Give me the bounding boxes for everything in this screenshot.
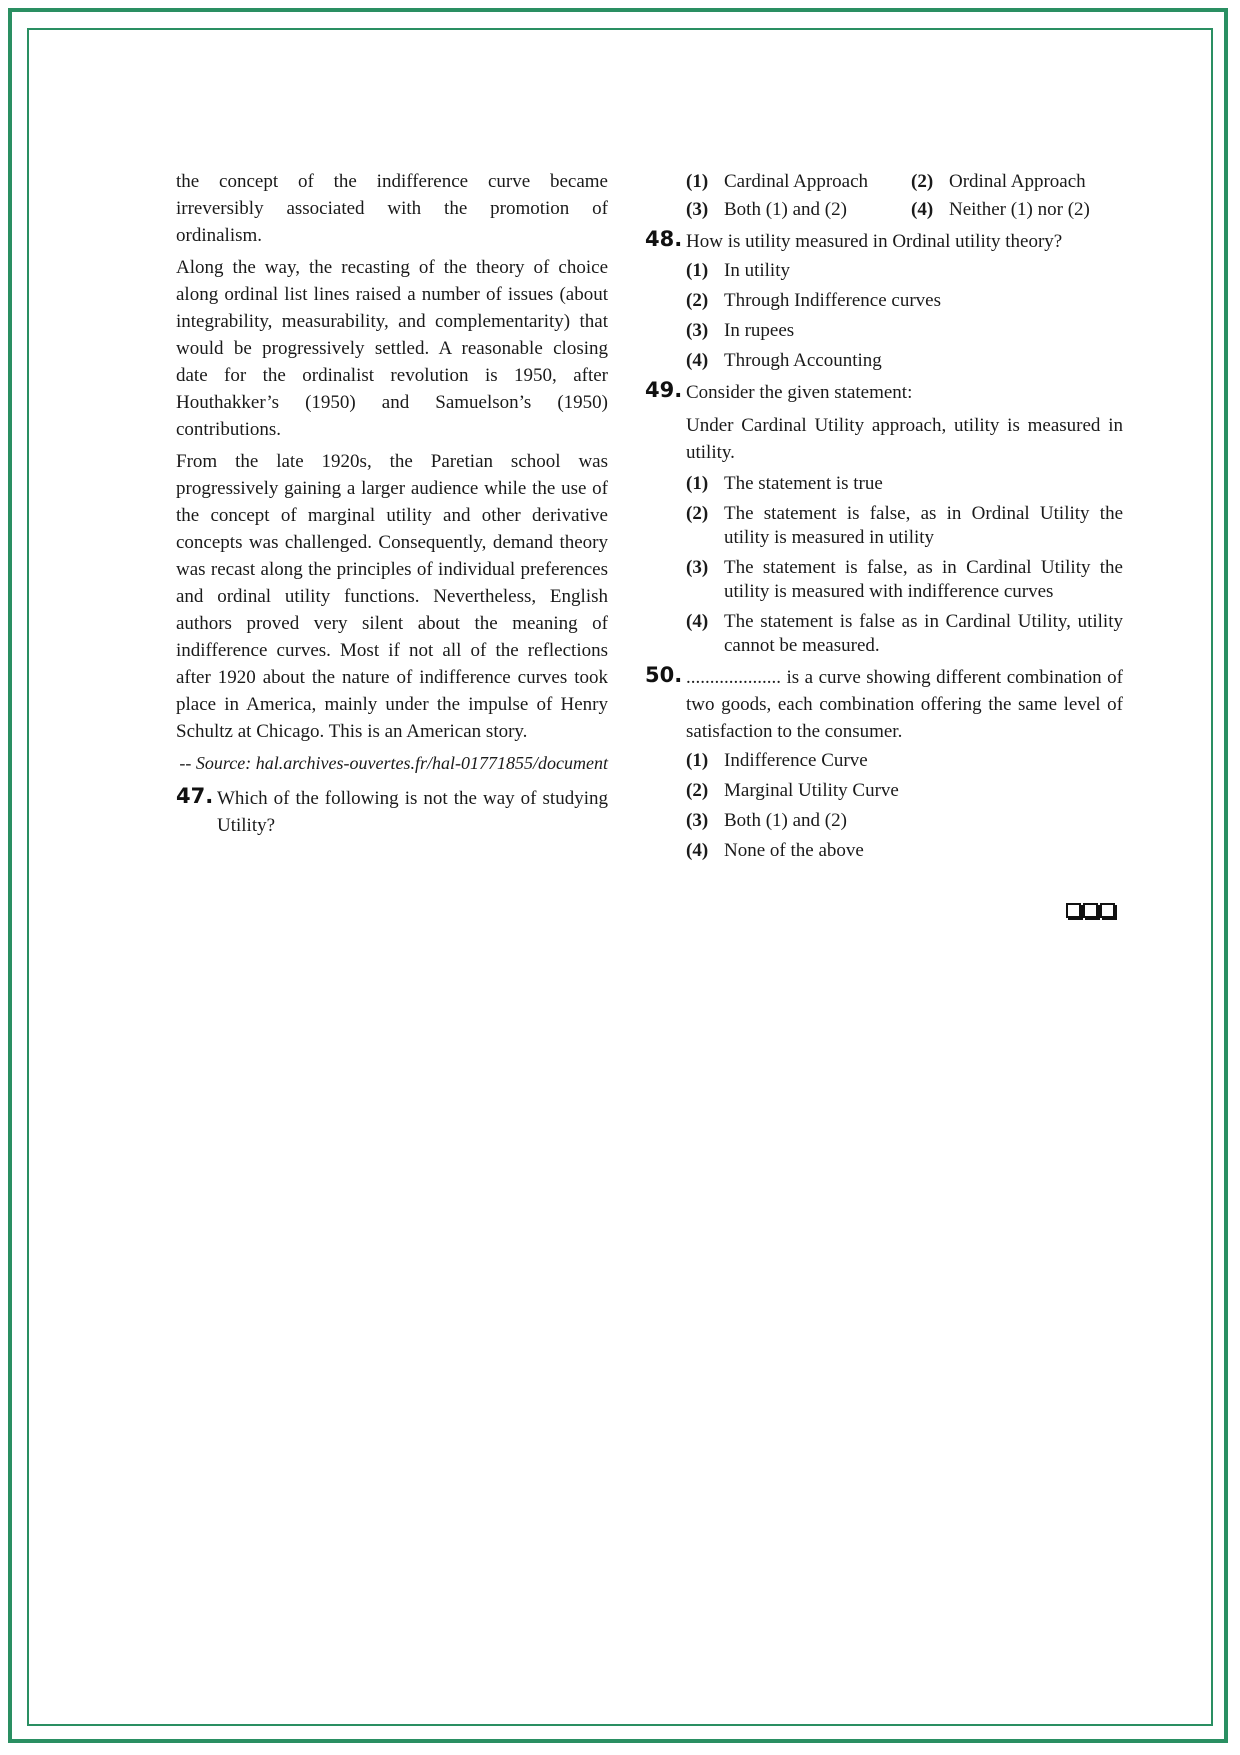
option-number: (3) [686,810,709,831]
option-number: (4) [686,350,709,371]
question-50 [645,664,1123,745]
option-number: (4) [911,199,934,220]
three-squares-icon [1066,903,1115,918]
question-number: 48. [645,227,683,251]
question-blank: .................... [686,667,781,688]
option-text: Neither (1) nor (2) [949,199,1090,220]
question-text: Consider the given statement: [686,382,913,403]
question-number: 49. [645,378,683,402]
option[interactable] [686,168,911,196]
option-text: None of the above [724,840,864,861]
option-text: Both (1) and (2) [724,199,847,220]
option-text: Marginal Utility Curve [724,780,899,801]
question-49 [645,379,1123,406]
question-text: is a curve showing different combination of two goods, each combination offering the same level of satisfaction to the consumer. [686,667,1123,742]
option[interactable] [911,168,1123,196]
option-text: The statement is false as in Cardinal Utility, utility cannot be measured. [724,611,1123,656]
option-text: Cardinal Approach [724,171,869,192]
option-number: (2) [686,290,709,311]
passage-paragraph-3: From the late 1920s, the Paretian school was progressively gaining a larger audience while the use of the concept of marginal utility and other derivative concepts was challenged. Consequently, demand theory was recast along the principles of individual preferences and ordinal utility functions. Nevertheless, English authors proved very silent about the meaning of indifference curves. Most if not all of the reflections after 1920 about the nature of indifference curves took place in America, mainly under the impulse of Henry Schultz at Chicago. This is an American story. [176,451,608,742]
option-number: (4) [686,611,709,632]
option[interactable] [686,747,1123,775]
option[interactable] [686,287,1123,315]
square-icon [1066,903,1081,918]
option[interactable] [686,500,1123,552]
option-number: (3) [686,199,709,220]
question-48 [645,228,1123,255]
question-47 [176,785,608,839]
option-number: (1) [686,260,709,281]
option-number: (1) [686,473,709,494]
option[interactable] [686,837,1123,865]
passage-paragraph-2: Along the way, the recasting of the theory of choice along ordinal list lines raised a number of issues (about integrability, measurability, and complementarity) that would be progressively settled. A reasonable closing date for the ordinalist revolution is 1950, after Houthakker’s (1950) and Samuelson’s (1950) contributions. [176,257,608,440]
question-number: 50. [645,663,683,687]
option-number: (2) [911,171,934,192]
option-text: The statement is false, as in Cardinal Utility the utility is measured with indifference curves [724,557,1123,602]
question-48-options [645,257,1123,375]
left-column [176,168,608,839]
option[interactable] [686,317,1123,345]
option[interactable] [686,347,1123,375]
question-text: How is utility measured in Ordinal utility theory? [686,231,1063,252]
option[interactable] [686,608,1123,660]
option[interactable] [686,777,1123,805]
option-number: (1) [686,171,709,192]
option-text: The statement is true [724,473,883,494]
option-number: (4) [686,840,709,861]
option[interactable] [686,470,1123,498]
option-number: (3) [686,557,709,578]
question-50-options [645,747,1123,865]
option-number: (2) [686,780,709,801]
passage-paragraph-1: the concept of the indifference curve became irreversibly associated with the promotion of ordinalism. [176,171,608,246]
option[interactable] [686,257,1123,285]
option-text: Indifference Curve [724,750,868,771]
option-text: The statement is false, as in Ordinal Utility the utility is measured in utility [724,503,1123,548]
option[interactable] [911,196,1123,224]
question-text: Which of the following is not the way of studying Utility? [217,788,608,836]
option[interactable] [686,196,911,224]
question-49-statement: Under Cardinal Utility approach, utility is measured in utility. [686,415,1123,463]
square-icon [1100,903,1115,918]
question-number: 47. [176,784,214,808]
option-text: Through Accounting [724,350,882,371]
option-number: (1) [686,750,709,771]
option-number: (2) [686,503,709,524]
question-47-options [645,168,1123,224]
option-number: (3) [686,320,709,341]
option-text: Both (1) and (2) [724,810,847,831]
option-text: Through Indifference curves [724,290,941,311]
option[interactable] [686,554,1123,606]
option[interactable] [686,807,1123,835]
right-column [645,168,1123,867]
option-text: In utility [724,260,790,281]
square-icon [1083,903,1098,918]
option-text: Ordinal Approach [949,171,1086,192]
question-49-options [645,470,1123,660]
option-text: In rupees [724,320,795,341]
passage-source: -- Source: hal.archives-ouvertes.fr/hal-01771855/document [179,753,608,773]
